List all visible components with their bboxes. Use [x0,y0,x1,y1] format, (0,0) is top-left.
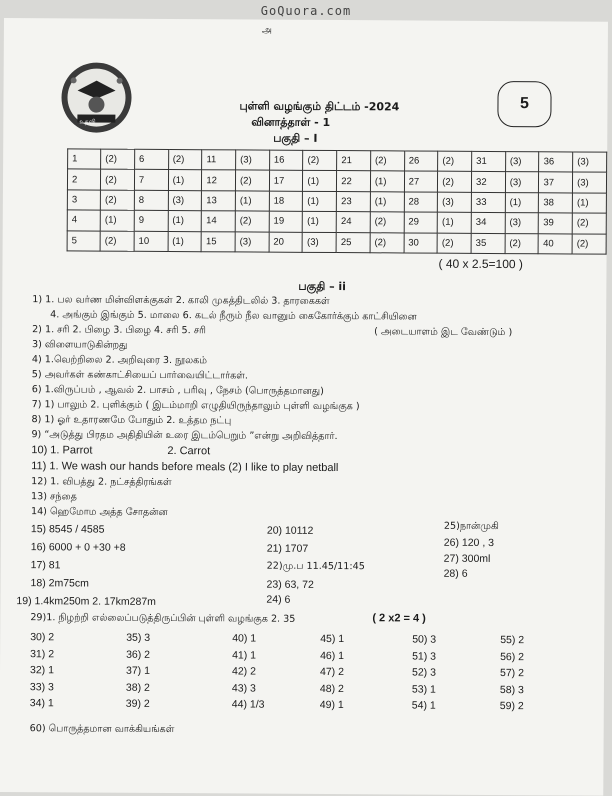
answer-20: 20) 10112 [266,524,314,537]
answer-cell: (3) [236,150,270,171]
answer-cell: (1) [303,191,337,212]
answer-cell: (2) [370,151,404,172]
short-answer: 45) 1 [320,632,345,646]
question-number-cell: 27 [404,171,438,192]
question-number-cell: 21 [337,151,371,172]
answer-9: 9) “அடுத்து பிரதம அதிதியின் உரை இடம்பெறும் ”என்று அறிவித்தார். [31,429,338,443]
short-answer: 56) 2 [500,650,525,663]
short-answer: 42) 2 [231,665,256,678]
answer-60: 60) பொருத்தமான வாக்கியங்கள் [29,723,175,736]
question-number-cell: 31 [472,151,506,172]
answer-cell: (2) [168,150,202,171]
school-logo [59,60,133,134]
mcq-answer-grid [67,148,608,254]
answer-cell: (2) [437,233,471,254]
answer-cell: (3) [438,192,472,213]
answer-sheet [0,18,608,796]
question-number-cell: 22 [337,171,371,192]
question-number-cell: 6 [135,149,169,170]
short-answer: 46) 1 [320,649,345,662]
short-answer: 37) 1 [125,664,150,677]
short-answer: 47) 2 [319,665,344,679]
answer-15: 15) 8545 / 4585 [30,523,105,536]
answer-cell: (3) [573,152,607,173]
question-number-cell: 37 [539,172,573,193]
answer-21: 21) 1707 [266,542,309,555]
page-subtitle: வினாத்தாள் - 1 [251,115,331,129]
short-answer: 30) 2 [30,631,55,644]
question-number-cell: 39 [539,213,573,234]
question-number-cell: 13 [202,190,236,211]
answer-19: 19) 1.4km250m 2. 17km287m [16,595,156,608]
question-number-cell: 38 [539,193,573,214]
answer-cell: (2) [235,170,269,191]
answer-cell: (2) [101,149,135,170]
question-number-cell: 25 [336,232,370,253]
answer-cell: (2) [438,172,472,193]
question-number-cell: 32 [471,172,505,193]
part2-heading: பகுதி – ii [298,279,347,294]
answer-28: 28) 6 [443,567,468,580]
short-answer: 55) 2 [500,634,525,647]
question-number-cell: 9 [134,210,168,231]
question-number-cell: 14 [202,211,236,232]
answer-cell: (2) [572,234,606,255]
question-number-cell: 5 [67,230,100,251]
part1-score: ( 40 x 2.5=100 ) [438,256,523,272]
logo-caption: உதவி [79,118,96,126]
short-answer: 50) 3 [412,633,437,646]
answer-cell: (1) [100,210,134,231]
question-number-cell: 16 [269,150,303,171]
grid-row [67,230,606,254]
answer-cell: (3) [573,172,607,193]
question-number-cell: 12 [202,170,236,191]
answer-cell: (1) [168,211,202,232]
paper-number-badge: 5 [497,81,551,127]
answer-4: 4) 1.வெற்றிலை 2. அறிவுரை 3. நூலகம் [31,354,208,367]
answer-5: 5) அவர்கள் கண்காட்சியைப் பார்வையிட்டார்கள். [31,369,248,382]
question-number-cell: 36 [539,152,573,173]
answer-cell: (2) [100,190,134,211]
answer-1-cont: 4. அங்கும் இங்கும் 5. மாலை 6. கடல் நீரும் நீல வானும் கைகோர்க்கும் காட்சியினை [50,309,417,323]
question-number-cell: 7 [134,170,168,191]
answer-29: 29)1. நிழற்றி எல்லைப்படுத்திருப்பின் புள்ளி வழங்குக 2. 35 [30,612,296,625]
answer-cell: (1) [505,192,539,213]
answer-cell: (1) [235,191,269,212]
answer-cell: (1) [168,170,202,191]
answer-29-score: ( 2 x2 = 4 ) [372,612,426,625]
answer-cell: (3) [235,231,269,252]
answer-3: 3) விளையாடுகின்றது [31,339,128,351]
short-answer: 43) 3 [231,681,256,695]
answer-17: 17) 81 [30,559,61,572]
watermark: GoQuora.com [260,4,352,18]
answer-10b: 2. Carrot [167,445,211,458]
short-answer: 52) 3 [411,666,436,679]
question-number-cell: 30 [404,233,438,254]
short-answer: 34) 1 [29,697,54,710]
question-number-cell: 35 [471,233,505,254]
answer-cell: (1) [303,212,337,233]
short-answer: 39) 2 [125,697,150,710]
answer-cell: (1) [437,212,471,233]
short-answer: 44) 1/3 [231,698,265,711]
short-answer: 48) 2 [319,682,344,695]
answer-cell: (3) [168,190,202,211]
answer-cell: (2) [303,150,337,171]
short-answer: 54) 1 [411,699,436,712]
question-number-cell: 34 [471,213,505,234]
answer-2-note: ( அடையாளம் இட வேண்டும் ) [374,326,513,339]
question-number-cell: 11 [202,150,236,171]
question-number-cell: 40 [539,233,573,254]
answer-13: 13) சந்தை [31,491,77,503]
answer-cell: (1) [370,192,404,213]
answer-cell: (3) [303,232,337,253]
short-answer: 36) 2 [126,648,151,661]
answer-cell: (3) [505,213,539,234]
short-answer: 58) 3 [499,683,524,696]
answer-25: 25)நான்முகி [443,520,499,533]
question-number-cell: 26 [404,151,438,172]
small-mark: அ [261,25,272,36]
answer-cell: (1) [168,231,202,252]
question-number-cell: 24 [336,212,370,233]
short-answer: 49) 1 [319,698,344,712]
short-answer: 40) 1 [232,632,257,645]
answer-12: 12) 1. விபத்து 2. நட்சத்திரங்கள் [31,476,172,489]
answer-cell: (2) [572,213,606,234]
question-number-cell: 3 [67,190,100,211]
short-answer: 33) 3 [29,680,54,693]
question-number-cell: 23 [337,191,371,212]
part1-heading: பகுதி – I [273,131,318,145]
answer-cell: (1) [303,171,337,192]
answer-8: 8) 1) ஓர் உதாரணமே போதும் 2. உத்தம நட்பு [31,414,232,427]
answer-18: 18) 2m75cm [30,577,89,590]
short-answer: 57) 2 [499,667,524,680]
answer-cell: (3) [505,172,539,193]
answer-11: 11) 1. We wash our hands before meals (2) I like to play netball [31,460,339,475]
answer-16: 16) 6000 + 0 +30 +8 [30,541,126,554]
question-number-cell: 4 [67,210,100,231]
question-number-cell: 19 [269,211,303,232]
question-number-cell: 20 [269,232,303,253]
question-number-cell: 28 [404,192,438,213]
short-answer: 51) 3 [412,650,437,663]
question-number-cell: 33 [471,192,505,213]
answer-cell: (1) [572,193,606,214]
answer-23: 23) 63, 72 [266,578,314,591]
short-answer: 41) 1 [232,648,257,662]
answer-cell: (1) [370,171,404,192]
answer-7: 7) 1) பாலும் 2. புளிக்கும் ( இடம்மாறி எழுதியிருந்தாலும் புள்ளி வழங்குக ) [31,399,360,413]
answer-cell: (2) [505,233,539,254]
answer-14: 14) ஹெமோம அத்த சோதன்ன [30,506,168,519]
question-number-cell: 29 [404,212,438,233]
answer-cell: (2) [100,231,134,252]
question-number-cell: 8 [134,190,168,211]
answer-cell: (3) [505,152,539,173]
question-number-cell: 2 [67,169,100,190]
page-title: புள்ளி வழங்கும் திட்டம் -2024 [239,99,400,114]
answer-26: 26) 120 , 3 [443,536,495,550]
question-number-cell: 15 [201,231,235,252]
answer-6: 6) 1.விருப்பம் , ஆவல் 2. பாசம் , பரிவு , நேசம் (பொருத்தமானது) [31,384,324,397]
answer-24: 24) 6 [266,593,291,606]
short-answer: 35) 3 [126,631,151,644]
answer-10a: 10) 1. Parrot [31,444,93,457]
answer-cell: (2) [438,151,472,172]
answer-cell: (2) [370,212,404,233]
question-number-cell: 18 [269,191,303,212]
question-number-cell: 1 [68,149,101,170]
question-number-cell: 17 [269,171,303,192]
answer-cell: (2) [370,232,404,253]
short-answer: 31) 2 [30,647,55,660]
answer-1: 1) 1. பல வர்ண மின்விளக்குகள் 2. காலி முகத்திடலில் 3. தாரகைகள் [32,294,330,307]
short-answer: 59) 2 [499,700,524,713]
answer-cell: (2) [101,169,135,190]
answer-22: 22)மு.ப 11.45/11:45 [266,560,365,573]
short-answer: 53) 1 [411,683,436,696]
short-answer: 32) 1 [29,664,54,677]
question-number-cell: 10 [134,231,168,252]
answer-2: 2) 1. சரி 2. பிழை 3. பிழை 4. சரி 5. சரி [32,324,206,337]
answer-27: 27) 300ml [443,552,491,565]
short-answer: 38) 2 [125,681,150,694]
answer-cell: (2) [235,211,269,232]
